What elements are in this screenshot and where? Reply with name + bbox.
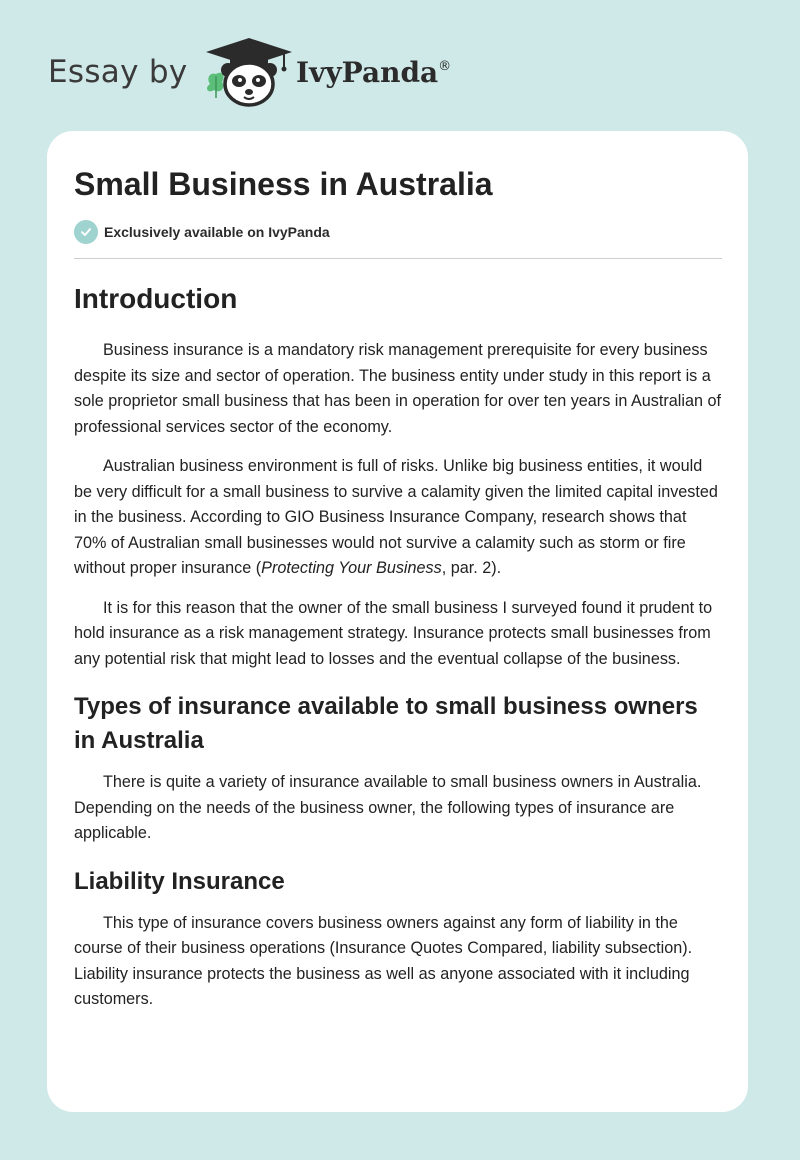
citation-title: Protecting Your Business <box>261 559 442 577</box>
section-heading-types: Types of insurance available to small business owners in Australia <box>74 693 698 754</box>
divider <box>74 258 722 259</box>
check-circle-icon <box>74 220 98 244</box>
paragraph: Australian business environment is full of risks. Unlike big business entities, it would be very difficult for a small business to survive a calamity given the limited capital invested in the business. According to GIO Business Insurance Company, research shows that 70% of Australian small businesses would not survive a calamity such as storm or fire without proper insurance (Protecting Your Business, par. 2). <box>74 457 718 577</box>
essay-card <box>47 131 748 1112</box>
paragraph: There is quite a variety of insurance available to small business owners in Australia. Depending on the needs of the business owner, the following types of insurance are applicable. <box>74 773 702 842</box>
exclusive-label: Exclusively available on IvyPanda <box>104 224 330 240</box>
section-heading-liability: Liability Insurance <box>74 867 285 895</box>
paragraph: This type of insurance covers business owners against any form of liability in the course of their business operations (Insurance Quotes Compared, liability subsection). Liability insurance protects the business as well as anyone associated with it including customers. <box>74 913 693 1008</box>
panda-graduate-icon <box>204 36 294 108</box>
paragraph: Business insurance is a mandatory risk management prerequisite for every business despite its size and sector of operation. The business entity under study in this report is a sole proprietor small business that has been in operation for over ten years in Australian of professional services sector of the economy. <box>74 341 721 436</box>
essay-content <box>74 165 722 1013</box>
paragraph: It is for this reason that the owner of the small business I surveyed found it prudent to hold insurance as a risk management strategy. Insurance protects small businesses from any potential risk that might lead to losses and the eventual collapse of the business. <box>74 598 713 668</box>
brand-logo-text[interactable]: IvyPanda® <box>296 56 452 89</box>
exclusive-badge <box>74 219 722 245</box>
page-title: Small Business in Australia <box>74 166 493 202</box>
site-header <box>48 36 468 106</box>
section-heading-introduction: Introduction <box>74 283 238 314</box>
essay-by-label: Essay by <box>48 54 188 90</box>
